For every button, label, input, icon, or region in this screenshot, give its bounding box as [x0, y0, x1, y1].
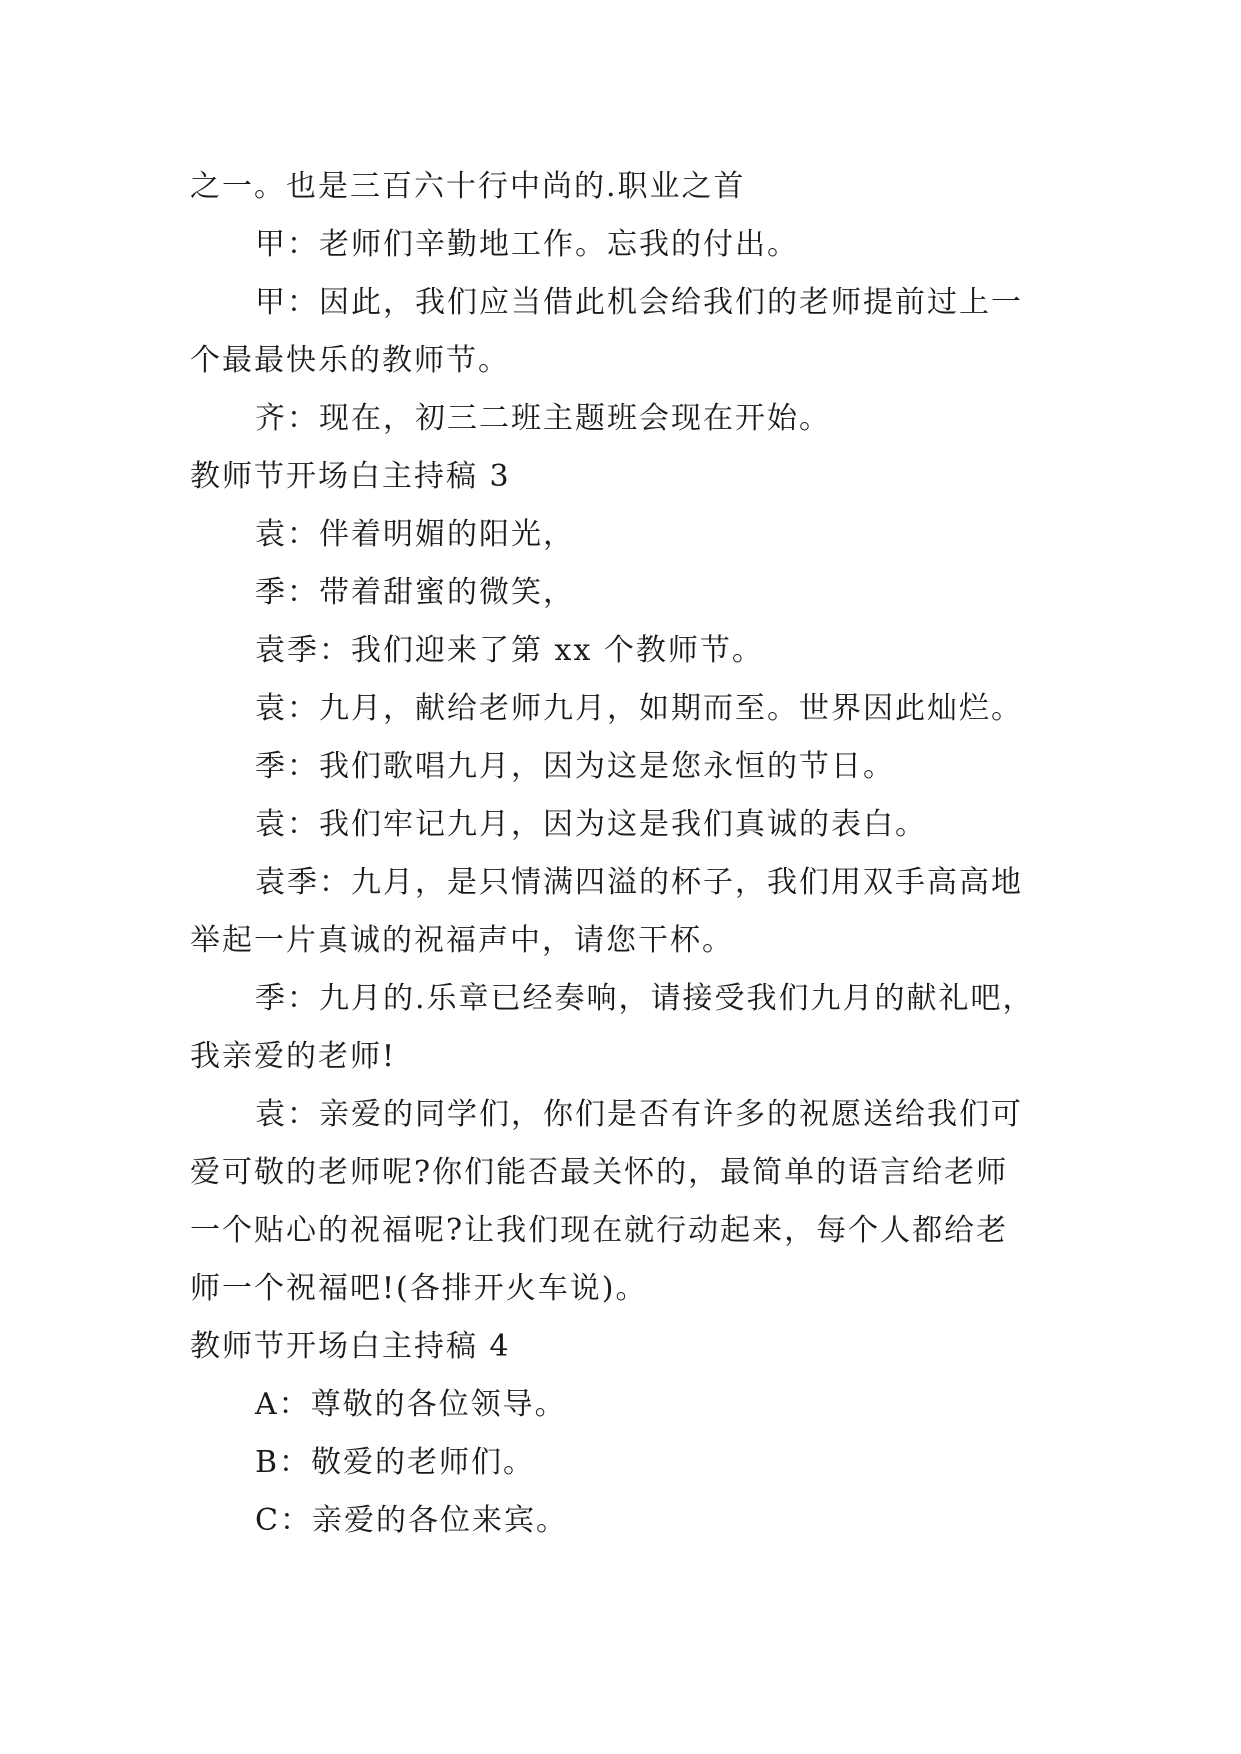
text-line: 爱可敬的老师呢?你们能否最关怀的，最简单的语言给老师	[190, 1155, 1009, 1190]
text-line: 季：我们歌唱九月，因为这是您永恒的节日。	[255, 749, 895, 784]
text-line: 袁：我们牢记九月，因为这是我们真诚的表白。	[255, 807, 927, 842]
text-line: 袁：伴着明媚的阳光，	[255, 517, 575, 552]
text-line: 甲：因此，我们应当借此机会给我们的老师提前过上一	[255, 285, 1023, 320]
text-line: C：亲爱的各位来宾。	[255, 1503, 568, 1538]
text-line: 之一。也是三百六十行中尚的.职业之首	[190, 169, 746, 204]
text-line: A：尊敬的各位领导。	[255, 1387, 567, 1422]
text-line: 季：九月的.乐章已经奏响，请接受我们九月的献礼吧，	[255, 981, 1035, 1016]
text-line: 师一个祝福吧!(各排开火车说)。	[190, 1271, 648, 1306]
text-line: 袁季：我们迎来了第 xx 个教师节。	[255, 633, 764, 668]
text-line: 个最最快乐的教师节。	[190, 343, 510, 378]
text-line: B：敬爱的老师们。	[255, 1445, 536, 1480]
text-line: 举起一片真诚的祝福声中，请您干杯。	[190, 923, 734, 958]
text-line: 袁：九月，献给老师九月，如期而至。世界因此灿烂。	[255, 691, 1023, 726]
text-line: 甲：老师们辛勤地工作。忘我的付出。	[255, 227, 799, 262]
text-line: 我亲爱的老师!	[190, 1039, 397, 1074]
document-body	[190, 158, 1070, 1550]
text-line: 季：带着甜蜜的微笑，	[255, 575, 575, 610]
section-heading: 教师节开场白主持稿 3	[190, 459, 511, 494]
text-line: 一个贴心的祝福呢?让我们现在就行动起来，每个人都给老	[190, 1213, 1009, 1248]
section-heading: 教师节开场白主持稿 4	[190, 1329, 511, 1364]
text-line: 齐：现在，初三二班主题班会现在开始。	[255, 401, 831, 436]
text-line: 袁：亲爱的同学们，你们是否有许多的祝愿送给我们可	[255, 1097, 1023, 1132]
text-line: 袁季：九月，是只情满四溢的杯子，我们用双手高高地	[255, 865, 1023, 900]
